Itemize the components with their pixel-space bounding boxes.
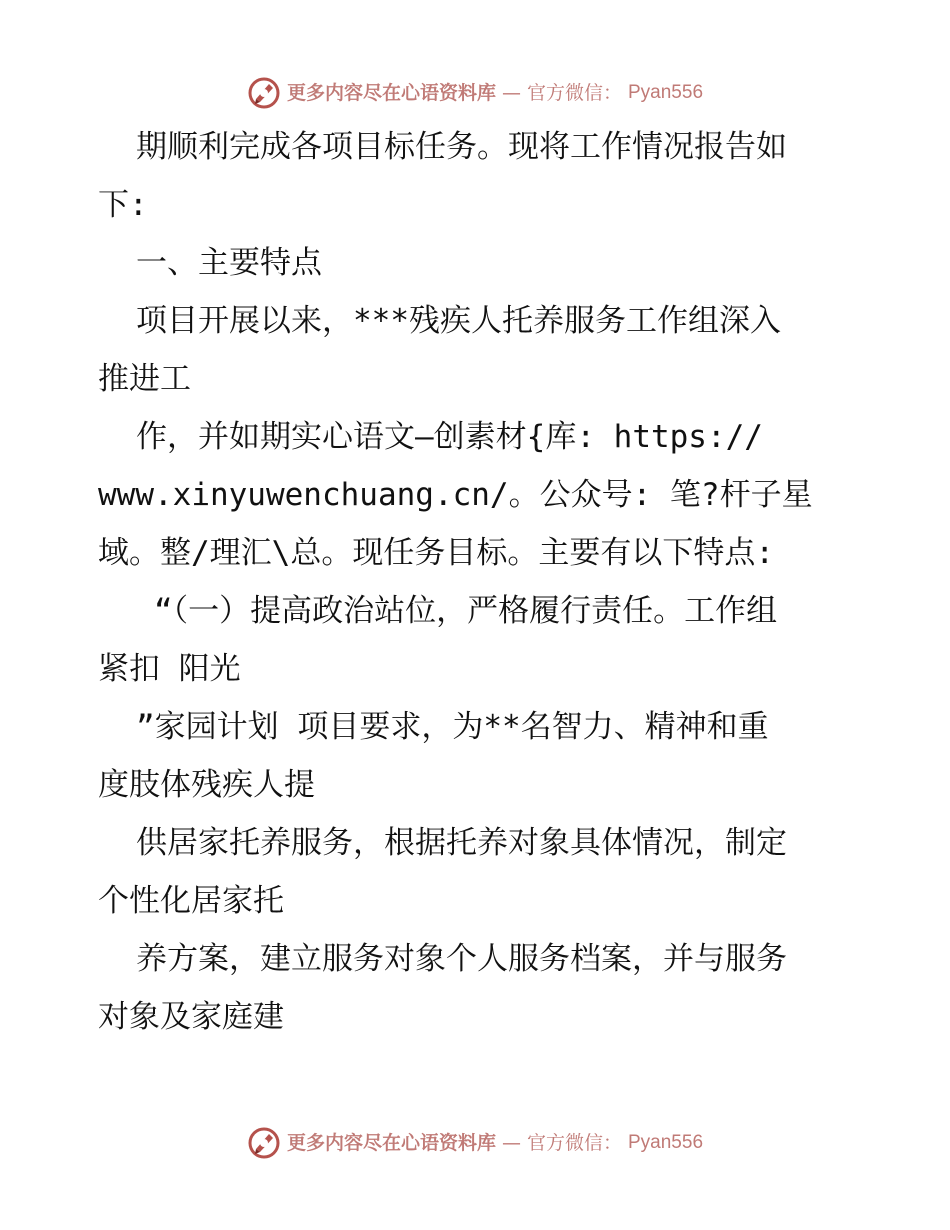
watermark-wechat-label: 官方微信： [526, 1132, 622, 1154]
body-line: 度肢体残疾人提 [98, 767, 315, 803]
body-line: 项目开展以来，***残疾人托养服务工作组深入 [136, 303, 781, 339]
brand-logo-icon [247, 76, 281, 110]
body-line: 紧扣 阳光 [98, 651, 241, 687]
body-line: 作，并如期实心语文—创素材{库: https:// [136, 419, 763, 455]
watermark-brand: 更多内容尽在心语资料库 [286, 82, 496, 104]
watermark-wechat-label: 官方微信： [526, 82, 622, 104]
body-line: 对象及家庭建 [98, 999, 284, 1035]
body-line: 养方案，建立服务对象个人服务档案，并与服务 [136, 941, 787, 977]
body-line: ”家园计划 项目要求，为**名智力、精神和重 [136, 709, 769, 745]
section-heading: 一、主要特点 [136, 245, 322, 281]
body-line: 下: [98, 187, 148, 223]
watermark-wechat-id: Pyan556 [628, 82, 704, 103]
footer-watermark [0, 1126, 950, 1160]
brand-logo-icon [247, 1126, 281, 1160]
watermark-wechat-id: Pyan556 [628, 1132, 704, 1153]
body-line: 供居家托养服务，根据托养对象具体情况，制定 [136, 825, 787, 861]
document-body [98, 118, 868, 1046]
body-line: 域。整/理汇\总。现任务目标。主要有以下特点: [98, 535, 774, 571]
watermark-brand: 更多内容尽在心语资料库 [286, 1132, 496, 1154]
body-line: 期顺利完成各项目标任务。现将工作情况报告如 [136, 129, 787, 165]
watermark-dash: — [501, 1132, 521, 1154]
body-line: 个性化居家托 [98, 883, 284, 919]
body-line: 推进工 [98, 361, 191, 397]
watermark-dash: — [501, 82, 521, 104]
body-line: www.xinyuwenchuang.cn/。公众号: 笔?杆子星 [98, 477, 813, 513]
header-watermark [0, 76, 950, 110]
body-line: “（一）提高政治站位，严格履行责任。工作组 [154, 593, 778, 629]
